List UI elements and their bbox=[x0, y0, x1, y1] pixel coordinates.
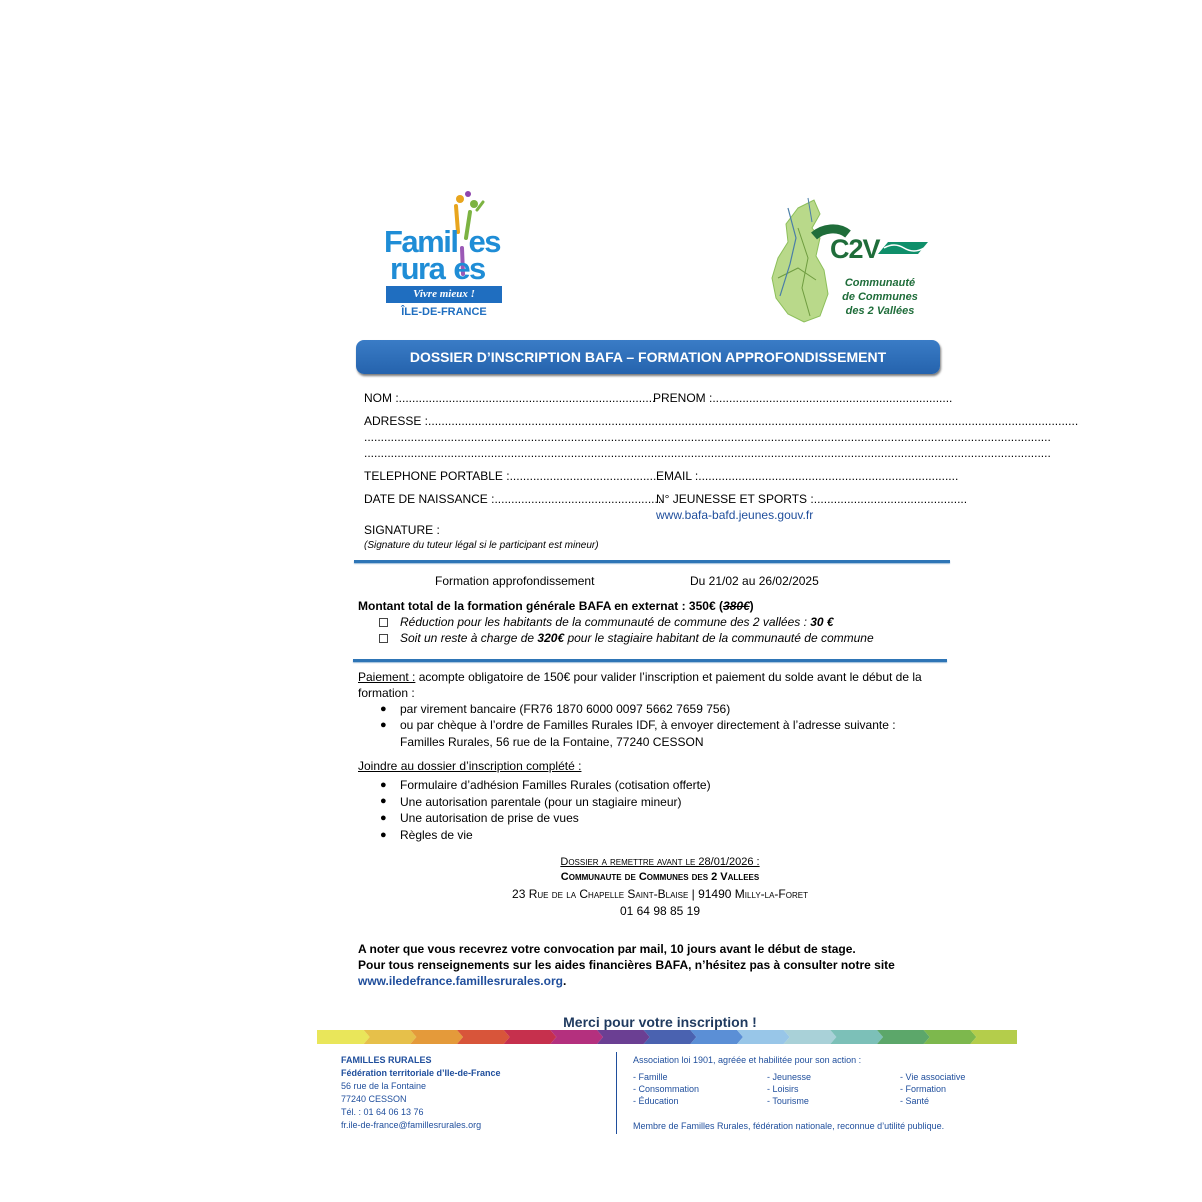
footer-assoc: Association loi 1901, agréée et habilitée pour son action : bbox=[633, 1055, 862, 1065]
document-item: Formulaire d’adhésion Familles Rurales (cotisation offerte) bbox=[400, 778, 711, 792]
deadline-address: 23 Rue de la Chapelle Saint-Blaise | 91490 Milly-la-Foret bbox=[512, 887, 808, 901]
stripe-segment bbox=[924, 1030, 977, 1044]
stripe-segment bbox=[364, 1030, 417, 1044]
stripe-segment bbox=[970, 1030, 1017, 1044]
cc2v-name-3: des 2 Vallées bbox=[845, 305, 915, 317]
pricing-reste-end: pour le stagiaire habitant de la communauté de commune bbox=[564, 631, 874, 645]
document-item: Une autorisation de prise de vues bbox=[400, 811, 579, 825]
footer-email[interactable]: fr.ile-de-france@famillesrurales.org bbox=[341, 1120, 482, 1130]
adresse-line-3[interactable]: .............................................................................................................................................................................................................. bbox=[364, 446, 1051, 460]
familles-word-a: Famil bbox=[384, 224, 458, 259]
footer-action: - Famille bbox=[633, 1072, 668, 1082]
pricing-reste-amount: 320€ bbox=[537, 631, 565, 645]
familles-tagline: Vivre mieux ! bbox=[413, 288, 475, 300]
thanks-message: Merci pour votre inscription ! bbox=[563, 1014, 757, 1030]
cc2v-mark: C2V bbox=[830, 234, 880, 264]
naissance-field[interactable]: DATE DE NAISSANCE :.................................................. bbox=[364, 492, 662, 506]
footer-action: - Loisirs bbox=[767, 1084, 799, 1094]
cc2v-name-1: Communauté bbox=[844, 277, 916, 289]
checkbox-reduction-icon bbox=[379, 618, 388, 627]
pricing-reste bbox=[400, 631, 874, 645]
payment-label: Paiement : bbox=[358, 670, 416, 684]
stripe-segment bbox=[504, 1030, 557, 1044]
stripe-segment bbox=[644, 1030, 697, 1044]
footer-address-1: 56 rue de la Fontaine bbox=[341, 1081, 427, 1091]
prenom-field[interactable]: PRENOM :........................................................................ bbox=[653, 391, 953, 405]
checkbox-reste-icon bbox=[379, 634, 388, 643]
cc2v-logo bbox=[768, 198, 938, 326]
deadline-phone: 01 64 98 85 19 bbox=[619, 904, 701, 918]
title-bar bbox=[356, 340, 940, 374]
footer-federation: Fédération territoriale d’Ile-de-France bbox=[341, 1068, 501, 1078]
stripe-segment bbox=[784, 1030, 837, 1044]
bullet-icon: ● bbox=[380, 779, 387, 791]
session-label: Formation approfondissement bbox=[435, 574, 595, 588]
document-item: Règles de vie bbox=[400, 828, 473, 842]
signature-note: (Signature du tuteur légal si le participant est mineur) bbox=[364, 540, 599, 551]
pricing-reduction-text: Réduction pour les habitants de la communauté de commune des 2 vallées : bbox=[400, 615, 811, 629]
footer-action: - Santé bbox=[900, 1096, 930, 1106]
pricing-reduction-amount: 30 € bbox=[810, 615, 834, 629]
pricing-reduction bbox=[400, 615, 834, 629]
footer-action: - Jeunesse bbox=[767, 1072, 812, 1082]
divider-2 bbox=[353, 659, 947, 662]
site-link-period: . bbox=[562, 974, 567, 988]
footer-action: - Vie associative bbox=[900, 1072, 966, 1082]
footer-action: - Tourisme bbox=[767, 1096, 809, 1106]
note-convocation: A noter que vous recevrez votre convocation par mail, 10 jours avant le début de stage. bbox=[358, 942, 856, 956]
stripe-segment bbox=[830, 1030, 883, 1044]
familles-tagline-bar bbox=[386, 286, 502, 303]
documents-label: Joindre au dossier d’inscription complété : bbox=[358, 759, 582, 773]
stripe-segment bbox=[597, 1030, 650, 1044]
bullet-icon: ● bbox=[380, 829, 387, 841]
familles-rurales-logo bbox=[382, 192, 506, 322]
bullet-icon: ● bbox=[380, 812, 387, 824]
document-item: Une autorisation parentale (pour un stagiaire mineur) bbox=[400, 795, 682, 809]
stripe-segment bbox=[410, 1030, 463, 1044]
stripe-segment bbox=[317, 1030, 370, 1044]
footer-divider bbox=[616, 1052, 617, 1134]
note-link-line bbox=[358, 974, 566, 988]
deadline-title: Dossier a remettre avant le 28/01/2026 : bbox=[560, 856, 760, 868]
note-aides: Pour tous renseignements sur les aides financières BAFA, n’hésitez pas à consulter notre site bbox=[358, 958, 895, 972]
signature-label[interactable]: SIGNATURE : bbox=[364, 523, 440, 537]
cc2v-name-2: de Communes bbox=[842, 291, 918, 303]
footer-action: - Consommation bbox=[633, 1084, 700, 1094]
pricing-total bbox=[358, 599, 754, 613]
nom-field[interactable]: NOM :............................................................................. bbox=[364, 391, 656, 405]
payment-item-2: ou par chèque à l’ordre de Familles Rurales IDF, à envoyer directement à l’adresse suivante : bbox=[400, 718, 896, 732]
payment-item-1: par virement bancaire (FR76 1870 6000 0097 5662 7659 756) bbox=[400, 702, 731, 716]
payment-text-1: acompte obligatoire de 150€ pour valider l’inscription et paiement du solde avant le début de la bbox=[415, 670, 922, 684]
color-stripe bbox=[317, 1030, 1017, 1044]
session-dates: Du 21/02 au 26/02/2025 bbox=[690, 574, 819, 588]
payment-line-1 bbox=[358, 670, 922, 684]
telephone-field[interactable]: TELEPHONE PORTABLE :............................................. bbox=[364, 469, 660, 483]
site-link[interactable]: www.iledefrance.famillesrurales.org bbox=[358, 974, 563, 988]
stripe-segment bbox=[457, 1030, 510, 1044]
bullet-icon: ● bbox=[380, 703, 387, 715]
stripe-segment bbox=[877, 1030, 930, 1044]
footer-member: Membre de Familles Rurales, fédération nationale, reconnue d’utilité publique. bbox=[633, 1121, 945, 1131]
pricing-old-price: 380€ bbox=[722, 599, 750, 613]
bullet-icon: ● bbox=[380, 719, 387, 731]
bafa-link[interactable]: www.bafa-bafd.jeunes.gouv.fr bbox=[656, 508, 814, 522]
footer-action: - Formation bbox=[900, 1084, 947, 1094]
email-field[interactable]: EMAIL :.............................................................................. bbox=[656, 469, 959, 483]
rurales-word-b: es bbox=[453, 251, 485, 286]
deadline-org: Communaute de Communes des 2 Vallees bbox=[560, 871, 760, 883]
page-title: DOSSIER D’INSCRIPTION BAFA – FORMATION APPROFONDISSEMENT bbox=[409, 349, 887, 365]
bullet-icon: ● bbox=[380, 795, 387, 807]
adresse-field[interactable]: ADRESSE :................................................................................................................................................................................................... bbox=[364, 414, 1079, 428]
footer-action: - Éducation bbox=[633, 1096, 679, 1106]
familles-region: ÎLE-DE-FRANCE bbox=[401, 306, 487, 318]
divider-1 bbox=[354, 560, 950, 563]
stripe-segment bbox=[550, 1030, 603, 1044]
pricing-total-end: ) bbox=[749, 599, 754, 613]
footer-tel: Tél. : 01 64 06 13 76 bbox=[341, 1107, 424, 1117]
jeunesse-field[interactable]: N° JEUNESSE ET SPORTS :.............................................. bbox=[656, 492, 968, 506]
pricing-reste-text: Soit un reste à charge de bbox=[400, 631, 538, 645]
familles-word-b: es bbox=[468, 224, 500, 259]
footer-address-2: 77240 CESSON bbox=[341, 1094, 407, 1104]
rurales-word-a: rura bbox=[390, 251, 445, 286]
payment-line-2: formation : bbox=[358, 686, 415, 700]
payment-item-2-address: Familles Rurales, 56 rue de la Fontaine, 77240 CESSON bbox=[400, 735, 704, 749]
stripe-segment bbox=[690, 1030, 743, 1044]
stripe-segment bbox=[737, 1030, 790, 1044]
pricing-total-text: Montant total de la formation générale BAFA en externat : 350€ ( bbox=[358, 599, 723, 613]
adresse-line-2[interactable]: .............................................................................................................................................................................................................. bbox=[364, 430, 1051, 444]
footer-org: FAMILLES RURALES bbox=[341, 1055, 432, 1065]
